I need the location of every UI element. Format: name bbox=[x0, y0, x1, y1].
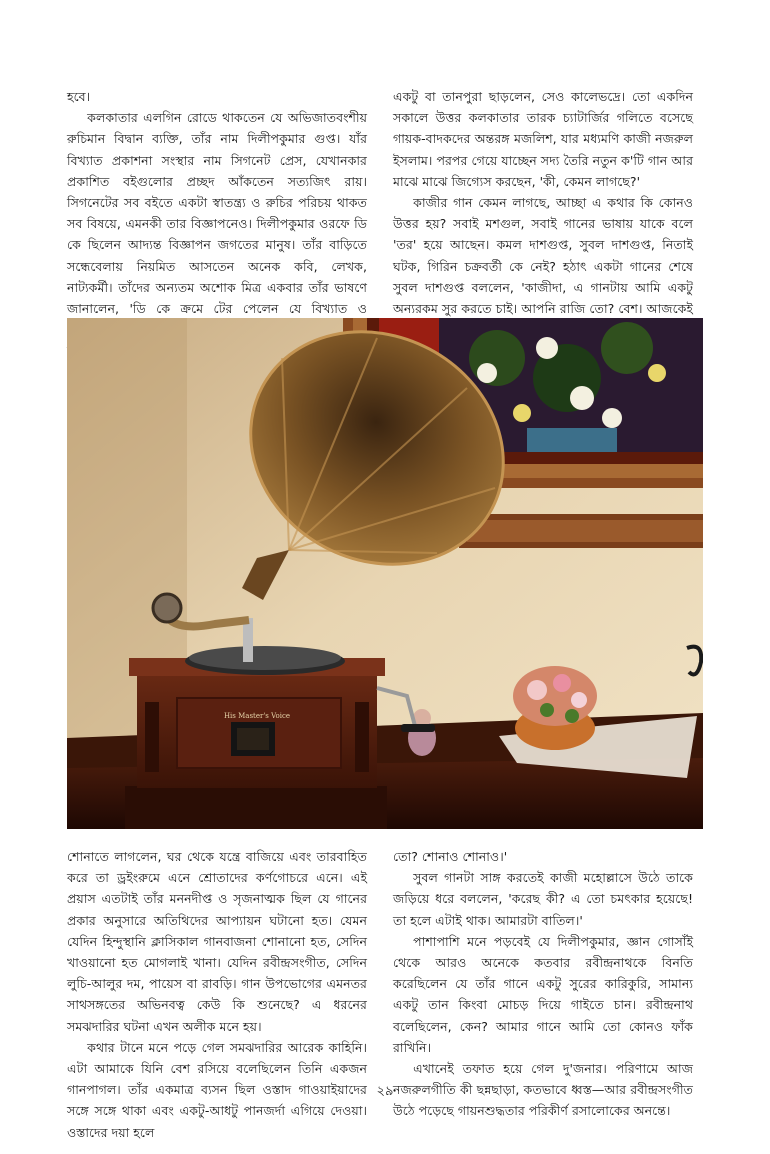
paragraph: একটু বা তানপুরা ছাড়লেন, সেও কালেভদ্রে। তো একদিন সকালে উত্তর কলকাতার তারক চ্যাটার্জির গলিতে বসেছে গায়ক-বাদকদের অন্তরঙ্গ মজলিশ, যার মধ্যমণি কাজী নজরুল ইসলাম। পরপর গেয়ে যাচ্ছেন সদ্য তৈরি নতুন ক'টি গান আর মাঝে মাঝে জিগ্যেস করছেন, 'কী, কেমন লাগছে?' bbox=[393, 89, 693, 189]
paragraph: কথার টানে মনে পড়ে গেল সমঝদারির আরেক কাহিনি। এটা আমাকে যিনি বেশ রসিয়ে বলেছিলেন তিনি একজন গানপাগল। তাঁর একমাত্র ব্যসন ছিল ওস্তাদ গাওয়াইয়াদের সঙ্গে সঙ্গে থাকা এবং একটু-আধটু পানজর্দা এগিয়ে দেওয়া। ওস্তাদের দয়া হলে bbox=[67, 1039, 367, 1140]
text-column-bottom-right bbox=[393, 846, 693, 1122]
paragraph: কলকাতার এলগিন রোডে থাকতেন যে অভিজাতবংশীয় রুচিমান বিদ্বান ব্যক্তি, তাঁর নাম দিলীপকুমার গুপ্ত। যাঁর বিখ্যাত প্রকাশনা সংস্থার নাম সিগনেট প্রেস, যেখানকার প্রকাশিত বইগুলোর প্রচ্ছদ আঁকতেন সত্যজিৎ রায়। সিগনেটের সব বইতে একটা স্বাতন্ত্র্য ও রুচির পরিচয় থাকত সব বিষয়ে, এমনকী তার বিজ্ঞাপনেও। দিলীপকুমার ওরফে ডি কে ছিলেন আদ্যন্ত বিজ্ঞাপন জগতের মানুষ। তাঁর বাড়িতে সন্ধেবেলায় নিয়মিত আসতেন অনেক কবি, লেখক, নাট্যকর্মী। তাঁদের অন্যতম অশোক মিত্র একবার তাঁর ভাষণে জানালেন, 'ডি কে ক্রমে টের পেলেন যে বিখ্যাত ও bbox=[67, 110, 367, 317]
paragraph: সুবল গানটা সাঙ্গ করতেই কাজী মহোল্লাসে উঠে তাকে জড়িয়ে ধরে বললেন, 'করেছ কী? এ তো চমৎকার হয়েছে! তা হলে এটাই থাক। আমারটা বাতিল।' bbox=[393, 870, 693, 928]
paragraph: এখানেই তফাত হয়ে গেল দু'জনার। পরিণামে আজ নজরুলগীতি কী ছন্নছাড়া, কতভাবে ধ্বস্ত—আর রবীন্দ্রসংগীত উঠে পড়েছে গায়নশুদ্ধতার পরিকীর্ণ রসালোকের অনন্তে। bbox=[393, 1061, 693, 1119]
paragraph: পাশাপাশি মনে পড়বেই যে দিলীপকুমার, জ্ঞান গোসাঁই থেকে আরও অনেকে কতবার রবীন্দ্রনাথকে বিনতি করেছিলেন যে তাঁর গানে একটু সুরের কারিকুরি, সামান্য একটু তান কিংবা মোচড় দিয়ে গাইতে চান। রবীন্দ্রনাথ বলেছিলেন, কেন? আমার গানে আমি তো কোনও ফাঁক রাখিনি। bbox=[393, 933, 693, 1055]
page-number: ২৯ bbox=[376, 1084, 394, 1099]
gramophone-photo bbox=[67, 318, 703, 829]
paragraph: শোনাতে লাগলেন, ঘর থেকে যন্ত্রে বাজিয়ে এবং তারবাহিত করে তা ড্রইংরুমে এনে শ্রোতাদের কর্ণগোচরে এনে। এই প্রয়াস এতটাই তাঁর মননদীপ্ত ও সৃজনাত্মক ছিল যে গানের প্রকার অনুসারে অতিথিদের আপ্যায়ন ঘটানো হত। যেমন যেদিন হিন্দুস্থানি ক্লাসিকাল গানবাজনা শোনানো হত, সেদিন খাওয়ানো হত মোগলাই খানা। যেদিন রবীন্দ্রসংগীত, সেদিন লুচি-আলুর দম, পায়েস বা রাবড়ি। গান উপভোগের এমনতর সাথসঙ্গতের অভিনবত্ব কেউ কি শুনেছে? এ ধরনের সমঝদারির ঘটনা এখন অলীক মনে হয়। bbox=[67, 849, 367, 1034]
paragraph: কাজীর গান কেমন লাগছে, আচ্ছা এ কথার কি কোনও উত্তর হয়? সবাই মশগুল, সবাই গানের ভাষায় যাকে বলে 'তর' হয়ে আছেন। কমল দাশগুপ্ত, সুবল দাশগুপ্ত, নিতাই ঘটক, গিরিন চক্রবর্তী কে নেই? হঠাৎ একটা গানের শেষে সুবল দাশগুপ্ত বললেন, 'কাজীদা, এ গানটায় আমি একটু অন্যরকম সুর করতে চাই। আপনি রাজি তো? বেশ। আজকেই bbox=[393, 195, 693, 317]
paragraph: তো? শোনাও শোনাও।' bbox=[393, 849, 508, 864]
paragraph: হবে। bbox=[67, 89, 91, 104]
cabinet-label: His Master's Voice bbox=[223, 712, 291, 720]
